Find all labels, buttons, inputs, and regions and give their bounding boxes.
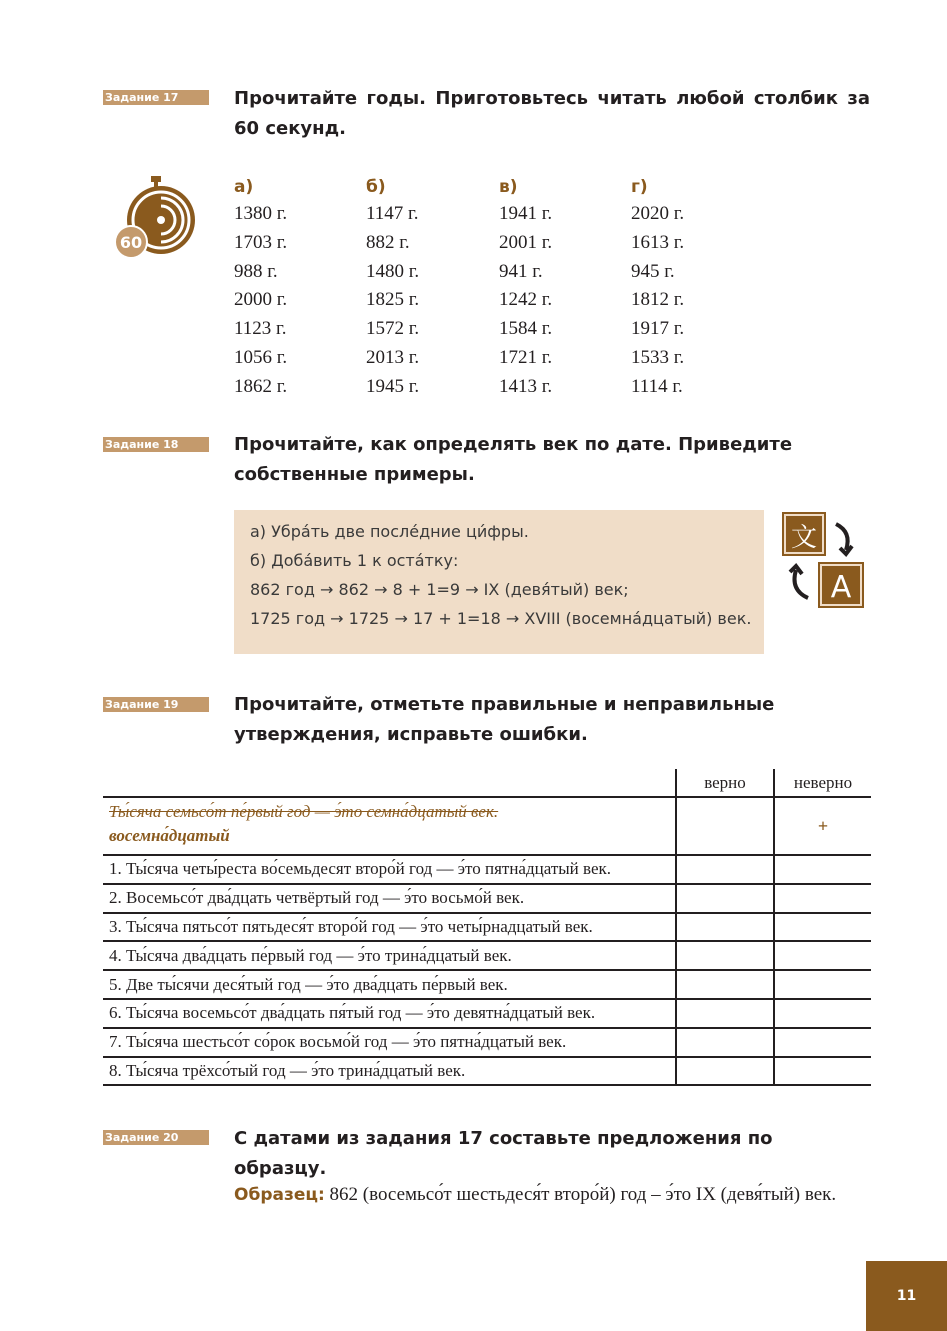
mark-true-cell[interactable] xyxy=(676,941,774,970)
col-true-header: верно xyxy=(676,769,774,797)
year-item: 2020 г. xyxy=(631,203,685,224)
rule-box xyxy=(234,510,764,654)
mark-true-cell[interactable] xyxy=(676,855,774,884)
year-item: 1147 г. xyxy=(366,203,419,224)
example-correction: восемна́дцатый xyxy=(109,826,230,845)
mark-true-cell[interactable] xyxy=(676,913,774,942)
example-cell xyxy=(103,797,676,855)
mark-true-cell[interactable] xyxy=(676,1028,774,1057)
task-19-tag: Задание 19 xyxy=(103,697,209,712)
year-item: 988 г. xyxy=(234,260,278,282)
year-column-head: а) xyxy=(234,177,254,197)
table-row xyxy=(103,1028,871,1057)
year-item: 1917 г. xyxy=(631,318,685,340)
statement-text: 6. Ты́сяча восемьсо́т два́дцать пя́тый год — э́то девятна́дцатый век. xyxy=(103,999,676,1028)
year-item: 1613 г. xyxy=(631,231,685,253)
example-false-cell xyxy=(774,797,871,855)
source-glyph: 文 xyxy=(790,523,818,553)
mark-false-cell[interactable] xyxy=(774,913,871,942)
task-17-title: Прочитайте годы. Приготовьтесь читать любой столбик за 60 секунд. xyxy=(234,88,870,139)
statement-text: 4. Ты́сяча два́дцать пе́рвый год — э́то трина́дцатый век. xyxy=(103,941,676,970)
task-20-title: С датами из задания 17 составьте предложения по образцу. xyxy=(234,1128,773,1179)
year-column xyxy=(499,175,619,402)
year-column-head: б) xyxy=(366,177,386,197)
task-20-tag: Задание 20 xyxy=(103,1130,209,1145)
year-item: 1825 г. xyxy=(366,289,420,311)
mark-false-cell[interactable] xyxy=(774,855,871,884)
year-item: 1812 г. xyxy=(631,289,685,311)
mark-false-cell[interactable] xyxy=(774,1028,871,1057)
mark-true-cell[interactable] xyxy=(676,970,774,999)
statement-text: 5. Две ты́сячи деся́тый год — э́то два́дцать пе́рвый век. xyxy=(103,970,676,999)
year-item: 1584 г. xyxy=(499,318,553,340)
translate-icon xyxy=(780,510,866,614)
example-mark: + xyxy=(817,816,829,836)
mark-false-cell[interactable] xyxy=(774,970,871,999)
sample-sentence: 862 (восемьсо́т шестьдеся́т второ́й) год – э́то IX (девя́тый) век. xyxy=(329,1184,837,1205)
year-column xyxy=(366,175,486,402)
year-column xyxy=(631,175,751,402)
year-item: 1056 г. xyxy=(234,346,288,368)
year-item: 1945 г. xyxy=(366,375,420,397)
blank-header xyxy=(103,769,676,797)
task-19-title: Прочитайте, отметьте правильные и неправильные утверждения, исправьте ошибки. xyxy=(234,694,775,745)
year-item: 1242 г. xyxy=(499,289,553,311)
year-item: 1114 г. xyxy=(631,375,683,397)
mark-false-cell[interactable] xyxy=(774,999,871,1028)
year-item: 1380 г. xyxy=(234,203,288,224)
table-row xyxy=(103,941,871,970)
year-item: 1533 г. xyxy=(631,346,685,368)
statement-text: 2. Восемьсо́т два́дцать четвёртый год — э́то восьмо́й век. xyxy=(103,884,676,913)
table-row xyxy=(103,1057,871,1086)
year-item: 882 г. xyxy=(366,231,410,253)
year-item: 1703 г. xyxy=(234,231,288,253)
task-18-title: Прочитайте, как определять век по дате. Приведите собственные примеры. xyxy=(234,434,793,485)
year-item: 1123 г. xyxy=(234,318,287,340)
statement-text: 8. Ты́сяча трёхсо́тый год — э́то трина́дцатый век. xyxy=(103,1057,676,1086)
example-true-cell xyxy=(676,797,774,855)
task-17-tag: Задание 17 xyxy=(103,90,209,105)
year-item: 945 г. xyxy=(631,260,675,282)
mark-true-cell[interactable] xyxy=(676,999,774,1028)
timer-label: 60 xyxy=(119,233,143,252)
year-item: 1413 г. xyxy=(499,375,553,397)
table-row xyxy=(103,884,871,913)
year-column-head: г) xyxy=(631,177,648,197)
target-glyph: A xyxy=(830,570,852,605)
table-row xyxy=(103,855,871,884)
year-item: 1941 г. xyxy=(499,203,553,224)
year-item: 1862 г. xyxy=(234,375,288,397)
year-item: 941 г. xyxy=(499,260,543,282)
table-row xyxy=(103,913,871,942)
mark-false-cell[interactable] xyxy=(774,941,871,970)
mark-true-cell[interactable] xyxy=(676,884,774,913)
rule-line: б) Доба́вить 1 к оста́тку: xyxy=(250,551,459,570)
rule-line: 1725 год → 1725 → 17 + 1=18 → XVIII (восемна́дцатый) век. xyxy=(250,609,752,628)
year-item: 1721 г. xyxy=(499,346,553,368)
example-sentence: Ты́сяча семьсо́т пе́рвый год — э́то семна́дцатый век. xyxy=(109,802,499,821)
rule-line: а) Убра́ть две после́дние ци́фры. xyxy=(250,522,529,541)
table-row xyxy=(103,970,871,999)
year-item: 1572 г. xyxy=(366,318,420,340)
year-item: 2001 г. xyxy=(499,231,553,253)
task-18-tag: Задание 18 xyxy=(103,437,209,452)
true-false-table xyxy=(103,769,871,1086)
statement-text: 3. Ты́сяча пятьсо́т пятьдеся́т второ́й год — э́то четы́рнадцатый век. xyxy=(103,913,676,942)
statement-text: 7. Ты́сяча шестьсо́т со́рок восьмо́й год — э́то пятна́дцатый век. xyxy=(103,1028,676,1057)
year-item: 2000 г. xyxy=(234,289,288,311)
rule-line: 862 год → 862 → 8 + 1=9 → IX (девя́тый) век; xyxy=(250,580,629,599)
year-item: 1480 г. xyxy=(366,260,420,282)
mark-true-cell[interactable] xyxy=(676,1057,774,1086)
year-item: 2013 г. xyxy=(366,346,420,368)
table-row xyxy=(103,999,871,1028)
stopwatch-icon xyxy=(113,176,197,260)
page-number: 11 xyxy=(866,1261,947,1331)
sample-label: Образец: xyxy=(234,1185,325,1205)
year-column-head: в) xyxy=(499,177,518,197)
mark-false-cell[interactable] xyxy=(774,884,871,913)
col-false-header: неверно xyxy=(774,769,871,797)
mark-false-cell[interactable] xyxy=(774,1057,871,1086)
year-column xyxy=(234,175,354,402)
statement-text: 1. Ты́сяча четы́реста во́семьдесят второ́й год — э́то пятна́дцатый век. xyxy=(103,855,676,884)
sample-text xyxy=(234,1180,870,1210)
